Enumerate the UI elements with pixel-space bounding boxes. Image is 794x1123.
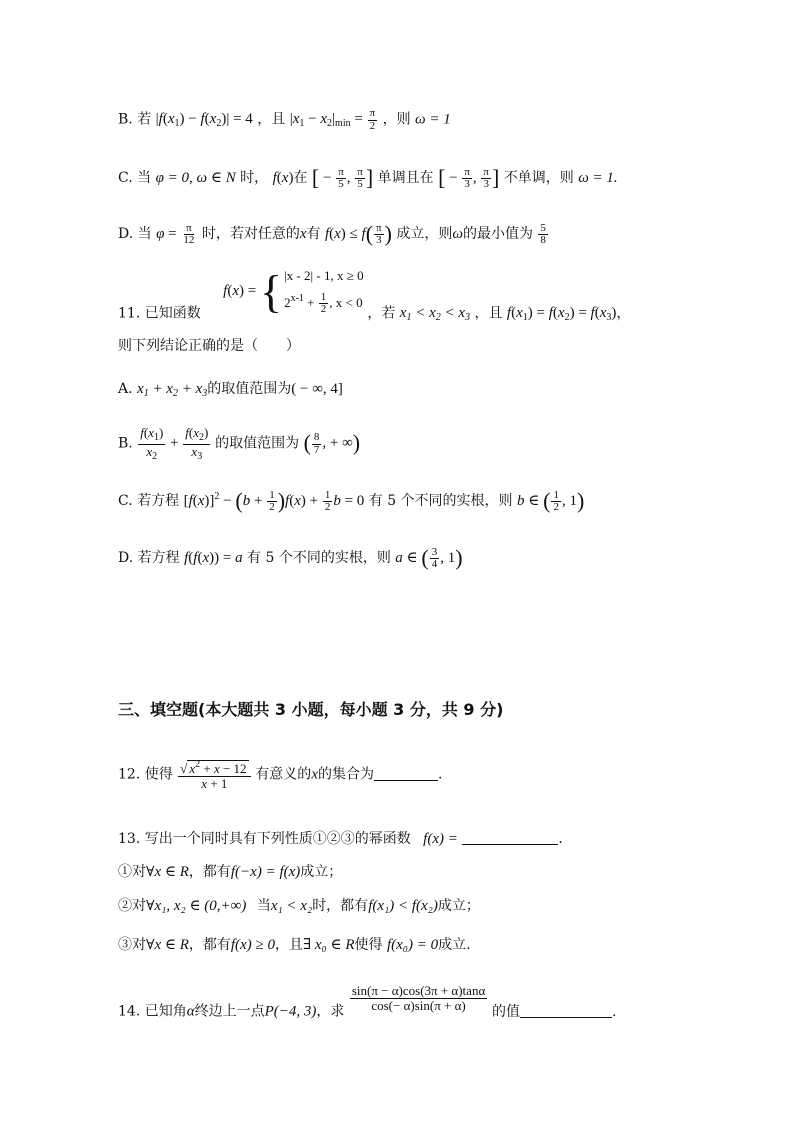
equation-c: $[f(x)]^2 - (b$ + $\frac{1}{2}$ )f(x) + $\frac{1}{2}$ b = 0 bbox=[183, 488, 365, 514]
answer-blank-14[interactable] bbox=[520, 1003, 612, 1018]
equation-d: f(f(x)) = a bbox=[184, 550, 243, 566]
property-1: ①对∀x ∈ R，都有f(−x) = f(x)成立； bbox=[118, 864, 343, 880]
radical-fraction: $\frac{√ x^2 + x - 12}{x + 1}$ bbox=[177, 767, 255, 783]
option-d: D. 当 φ = $\frac{\pi}{12}$ 时，若对任意的x有 f(x) ≤ f( $\frac{\pi}{3}$ ) 成立，则ω的最小值为 $\frac{5}{8}$ bbox=[118, 221, 549, 247]
interval-pi5: [ − $\frac{\pi}{5}$ , $\frac{\pi}{5}$ ] bbox=[311, 165, 374, 191]
question-12: 12. 使得 $\frac{√ x^2 + x - 12}{x + 1}$ 有意义的x的集合为 . bbox=[118, 759, 443, 791]
option-c: C. 当 φ = 0, ω ∈ N 时， f(x)在 [ − $\frac{\pi}{5}$ , $\frac{\pi}{5}$ ] 单调且在 [ − $\frac{\pi}{3}$ , $\frac{\pi}{3}$ ] 不单调，则 ω = 1. bbox=[118, 165, 618, 191]
equal-values: $f(x_1) = f(x_2) = f(x_3)$ bbox=[506, 305, 617, 324]
formula-abs-diff: $|f(x_1) - f(x_2)| = 4$ bbox=[155, 111, 253, 130]
option-11d: D. 若方程 f(f(x)) = a 有 5 个不同的实根，则 a ∈ ( $\frac{3}{4}$ , 1) bbox=[118, 545, 463, 571]
answer-blank-12[interactable] bbox=[374, 766, 438, 781]
question-14: 14. 已知角α终边上一点P(−4, 3)，求 $\frac{\sin(\pi - \alpha)\cos(3\pi + \alpha)\tan\alpha}{\cos(- \alpha)\sin(\pi + \alpha)}$ 的值 . bbox=[118, 983, 617, 1020]
section-3-title: 三、填空题(本大题共 3 小题，每小题 3 分，共 9 分) bbox=[118, 700, 504, 719]
sum-x: $x_1 + x_2 + x_3$ bbox=[137, 381, 208, 399]
formula-ineq: f(x) ≤ f( $\frac{\pi}{3}$ ) bbox=[324, 221, 392, 247]
option-11b: B. $\frac{f(x_1)}{x_2}$ + $\frac{f(x_2)}{x_3}$ 的取值范围为 ( $\frac{8}{7}$ , + ∞) bbox=[118, 425, 361, 462]
interval-87: ( $\frac{8}{7}$ , + ∞) bbox=[303, 430, 361, 456]
option-b: B. 若 $|f(x_1) - f(x_2)| = 4$ ，且 $|x_1 - x_2|_{min}$ = $\frac{\pi}{2}$ ，则 ω = 1 bbox=[118, 107, 451, 132]
interval-a: a ∈ ( $\frac{3}{4}$ , 1) bbox=[395, 545, 463, 571]
answer-blank-13[interactable] bbox=[462, 830, 558, 845]
interval-b: b ∈ ( $\frac{1}{2}$ , 1) bbox=[517, 488, 585, 514]
property-2: ②对∀x₁, x₂ ∈ (0,+∞) 当x₁ < x₂时，都有f(x₁) < f(x₂)成立； bbox=[118, 898, 480, 914]
question-13: 13. 写出一个同时具有下列性质①②③的幂函数 f(x) = . bbox=[118, 831, 563, 847]
formula-fx: f(x) bbox=[272, 170, 294, 186]
question-11: 11. 已知函数 f(x) = { |x - 2| - 1, x ≥ 0 $2^{x-1}$ + $\frac{1}{2}$ , x < 0 ，若 $x_1 < x_2 < x_3$ ，且 $f(x_1) = f(x_2) = f(x_3)$， bbox=[118, 265, 631, 324]
property-3: ③对∀x ∈ R，都有f(x) ≥ 0，且∃ x₀ ∈ R使得 f(x₀) = 0成立. bbox=[118, 937, 471, 953]
interval-pi3: [ − $\frac{\pi}{3}$ , $\frac{\pi}{3}$ ] bbox=[438, 165, 500, 191]
formula-phi: φ = $\frac{\pi}{12}$ bbox=[156, 221, 195, 247]
formula-min-dist: $|x_1 - x_2|_{min}$ = $\frac{\pi}{2}$ bbox=[289, 107, 376, 132]
fraction-sum: $\frac{f(x_1)}{x_2}$ + $\frac{f(x_2)}{x_3}$ bbox=[140, 425, 209, 462]
min-value: $\frac{5}{8}$ bbox=[540, 221, 546, 247]
option-11a: A. $x_1 + x_2 + x_3$的取值范围为( − ∞, 4] bbox=[118, 381, 343, 399]
trig-fraction: $\frac{\sin(\pi - \alpha)\cos(3\pi + \alpha)\tan\alpha}{\cos(- \alpha)\sin(\pi + \alpha)}$ bbox=[351, 983, 486, 1013]
order-x: $x_1 < x_2 < x_3$ bbox=[399, 305, 471, 324]
piecewise-function: f(x) = { |x - 2| - 1, x ≥ 0 $2^{x-1}$ + $\frac{1}{2}$ , x < 0 bbox=[223, 265, 364, 317]
question-11-prompt: 则下列结论正确的是（ ） bbox=[118, 338, 300, 354]
option-11c: C. 若方程 $[f(x)]^2 - (b$ + $\frac{1}{2}$ )f(x) + $\frac{1}{2}$ b = 0 有 5 个不同的实根，则 b ∈ ( $\frac{1}{2}$ , 1) bbox=[118, 488, 585, 514]
